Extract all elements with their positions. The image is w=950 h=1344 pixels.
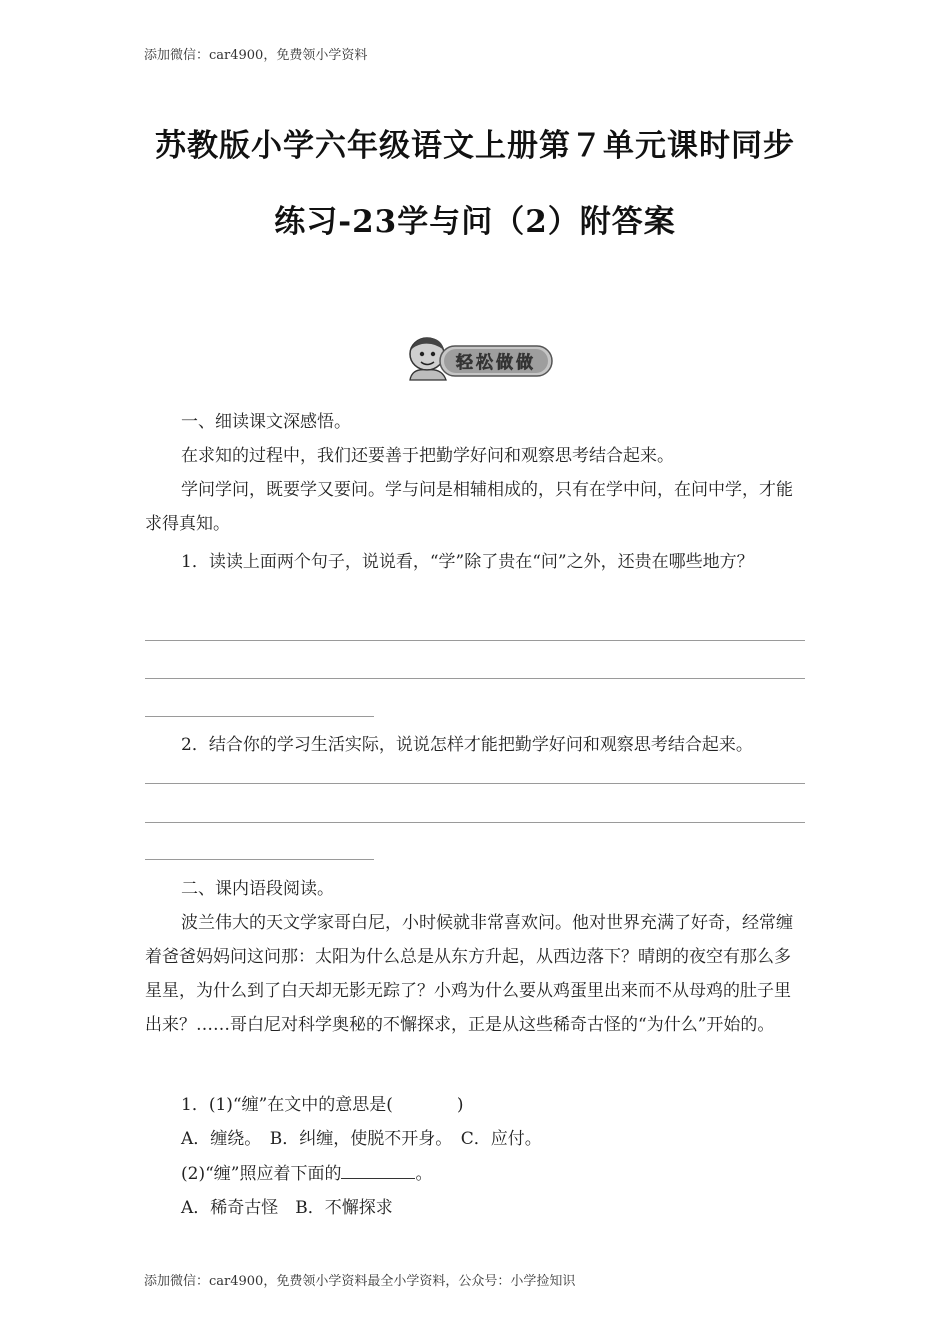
page-title-line-2: 练习-23学与问（2）附答案 <box>274 204 676 240</box>
question-1-part-2 <box>145 1157 807 1191</box>
page-footer: 添加微信：car4900，免费领小学资料最全小学资料，公众号：小学捡知识 <box>144 1274 576 1289</box>
badge-label: 轻松做做 <box>456 353 536 373</box>
q1b-text: (2)“缠”照应着下面的 <box>181 1164 342 1184</box>
quote-1: 在求知的过程中，我们还要善于把勤学好问和观察思考结合起来。 <box>181 446 674 466</box>
section2-heading: 二、课内语段阅读。 <box>181 879 334 899</box>
quote-2: 学问学问，既要学又要问。学与问是相辅相成的，只有在学中问，在问中学，才能求得真知。 <box>145 480 793 534</box>
easy-practice-badge <box>404 334 556 382</box>
section1-heading: 一、细读课文深感悟。 <box>181 412 351 432</box>
question-1: 1．读读上面两个句子，说说看，“学”除了贵在“问”之外，还贵在哪些地方？ <box>181 552 754 572</box>
page-header: 添加微信：car4900，免费领小学资料 <box>144 48 368 63</box>
reading-passage: 波兰伟大的天文学家哥白尼，小时候就非常喜欢问。他对世界充满了好奇，经常缠着爸爸妈妈问这问那：太阳为什么总是从东方升起，从西边落下？晴朗的夜空有那么多星星，为什么到了白天却无影无踪了？小鸡为什么要从鸡蛋里出来而不从母鸡的肚子里出来？……哥白尼对科学奥秘的不懈探求，正是从这些稀奇古怪的“为什么”开始的。 <box>145 913 793 1035</box>
question-2: 2．结合你的学习生活实际，说说怎样才能把勤学好问和观察思考结合起来。 <box>181 735 753 755</box>
answer-line <box>145 822 805 823</box>
answer-underline[interactable] <box>341 1160 415 1179</box>
question-1-part-2-options: A．稀奇古怪 B．不懈探求 <box>181 1198 393 1218</box>
q1a-close: ) <box>456 1095 464 1115</box>
question-1-part-1 <box>145 1088 807 1122</box>
q1b-end: 。 <box>415 1164 433 1184</box>
answer-line <box>145 678 805 679</box>
page-title-line-1: 苏教版小学六年级语文上册第７单元课时同步 <box>155 128 795 164</box>
answer-line <box>145 783 805 784</box>
answer-line <box>145 640 805 641</box>
q1a-text: 1．(1)“缠”在文中的意思是( <box>181 1095 393 1115</box>
question-1-part-1-options: A．缠绕。 B．纠缠，使脱不开身。 C．应付。 <box>181 1129 542 1149</box>
answer-line <box>145 716 374 717</box>
answer-line <box>145 859 374 860</box>
